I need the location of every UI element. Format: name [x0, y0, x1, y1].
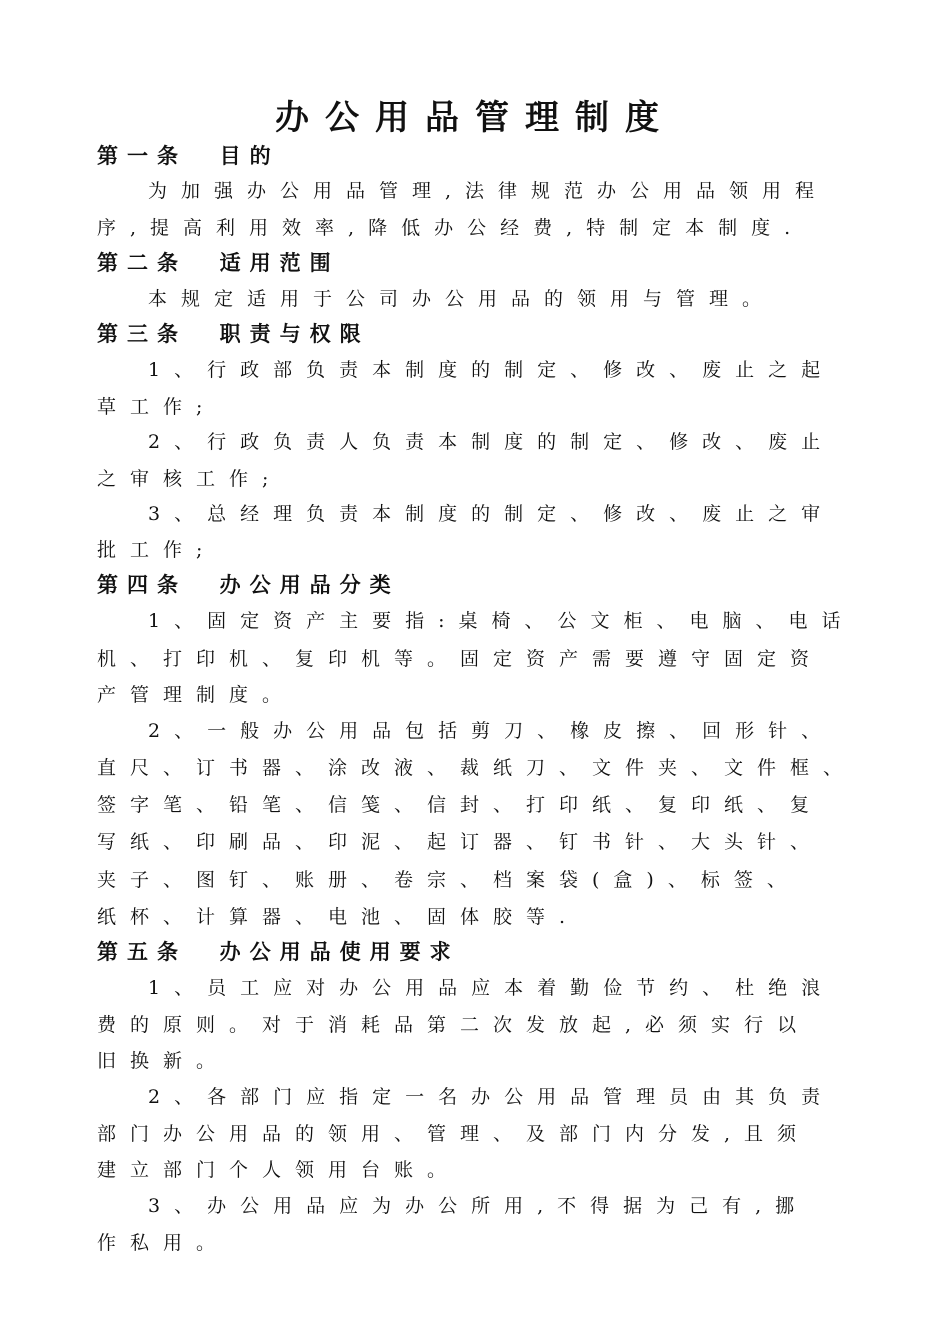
paragraph-line: 为加强办公用品管理,法律规范办公用品领用程: [148, 180, 829, 202]
paragraph-line: 直尺、订书器、涂改液、裁纸刀、文件夹、文件框、: [97, 757, 857, 779]
paragraph-line: 2、一般办公用品包括剪刀、橡皮擦、回形针、: [148, 720, 835, 742]
paragraph-line: 签字笔、铅笔、信笺、信封、打印纸、复印纸、复: [97, 794, 824, 816]
paragraph-line: 2、各部门应指定一名办公用品管理员由其负责: [148, 1086, 835, 1108]
section-heading-4: 第四条 办公用品分类: [97, 573, 400, 597]
paragraph-line: 本规定适用于公司办公用品的领用与管理。: [148, 288, 776, 310]
paragraph-line: 写纸、印刷品、印泥、起订器、钉书针、大头针、: [97, 831, 824, 853]
paragraph-line: 草工作;: [97, 396, 217, 418]
document-title: 办公用品管理制度: [275, 98, 675, 138]
paragraph-line: 1、行政部负责本制度的制定、修改、废止之起: [148, 359, 835, 381]
section-heading-1: 第一条 目的: [97, 144, 280, 168]
paragraph-line: 3、办公用品应为办公所用,不得据为己有,挪: [148, 1195, 809, 1217]
paragraph-line: 作私用。: [97, 1232, 230, 1254]
paragraph-line: 1、员工应对办公用品应本着勤俭节约、杜绝浪: [148, 977, 835, 999]
paragraph-line: 之审核工作;: [97, 468, 283, 490]
paragraph-line: 机、打印机、复印机等。固定资产需要遵守固定资: [97, 648, 824, 670]
section-heading-2: 第二条 适用范围: [97, 251, 340, 275]
section-heading-3: 第三条 职责与权限: [97, 322, 370, 346]
paragraph-line: 旧换新。: [97, 1050, 230, 1072]
paragraph-line: 纸杯、计算器、电池、固体胶等.: [97, 906, 580, 928]
paragraph-line: 费的原则。对于消耗品第二次发放起,必须实行以: [97, 1014, 811, 1036]
paragraph-line: 2、行政负责人负责本制度的制定、修改、废止: [148, 431, 835, 453]
paragraph-line: 序,提高利用效率,降低办公经费,特制定本制度.: [97, 217, 805, 239]
paragraph-line: 批工作;: [97, 539, 217, 561]
paragraph-line: 1、固定资产主要指:桌椅、公文柜、电脑、电话: [148, 610, 855, 632]
paragraph-line: 建立部门个人领用台账。: [97, 1159, 461, 1181]
paragraph-line: 产管理制度。: [97, 684, 296, 706]
paragraph-line: 部门办公用品的领用、管理、及部门内分发,且须: [97, 1123, 811, 1145]
paragraph-line: 夹子、图钉、账册、卷宗、档案袋(盒)、标签、: [97, 869, 800, 891]
paragraph-line: 3、总经理负责本制度的制定、修改、废止之审: [148, 503, 835, 525]
section-heading-5: 第五条 办公用品使用要求: [97, 940, 460, 964]
